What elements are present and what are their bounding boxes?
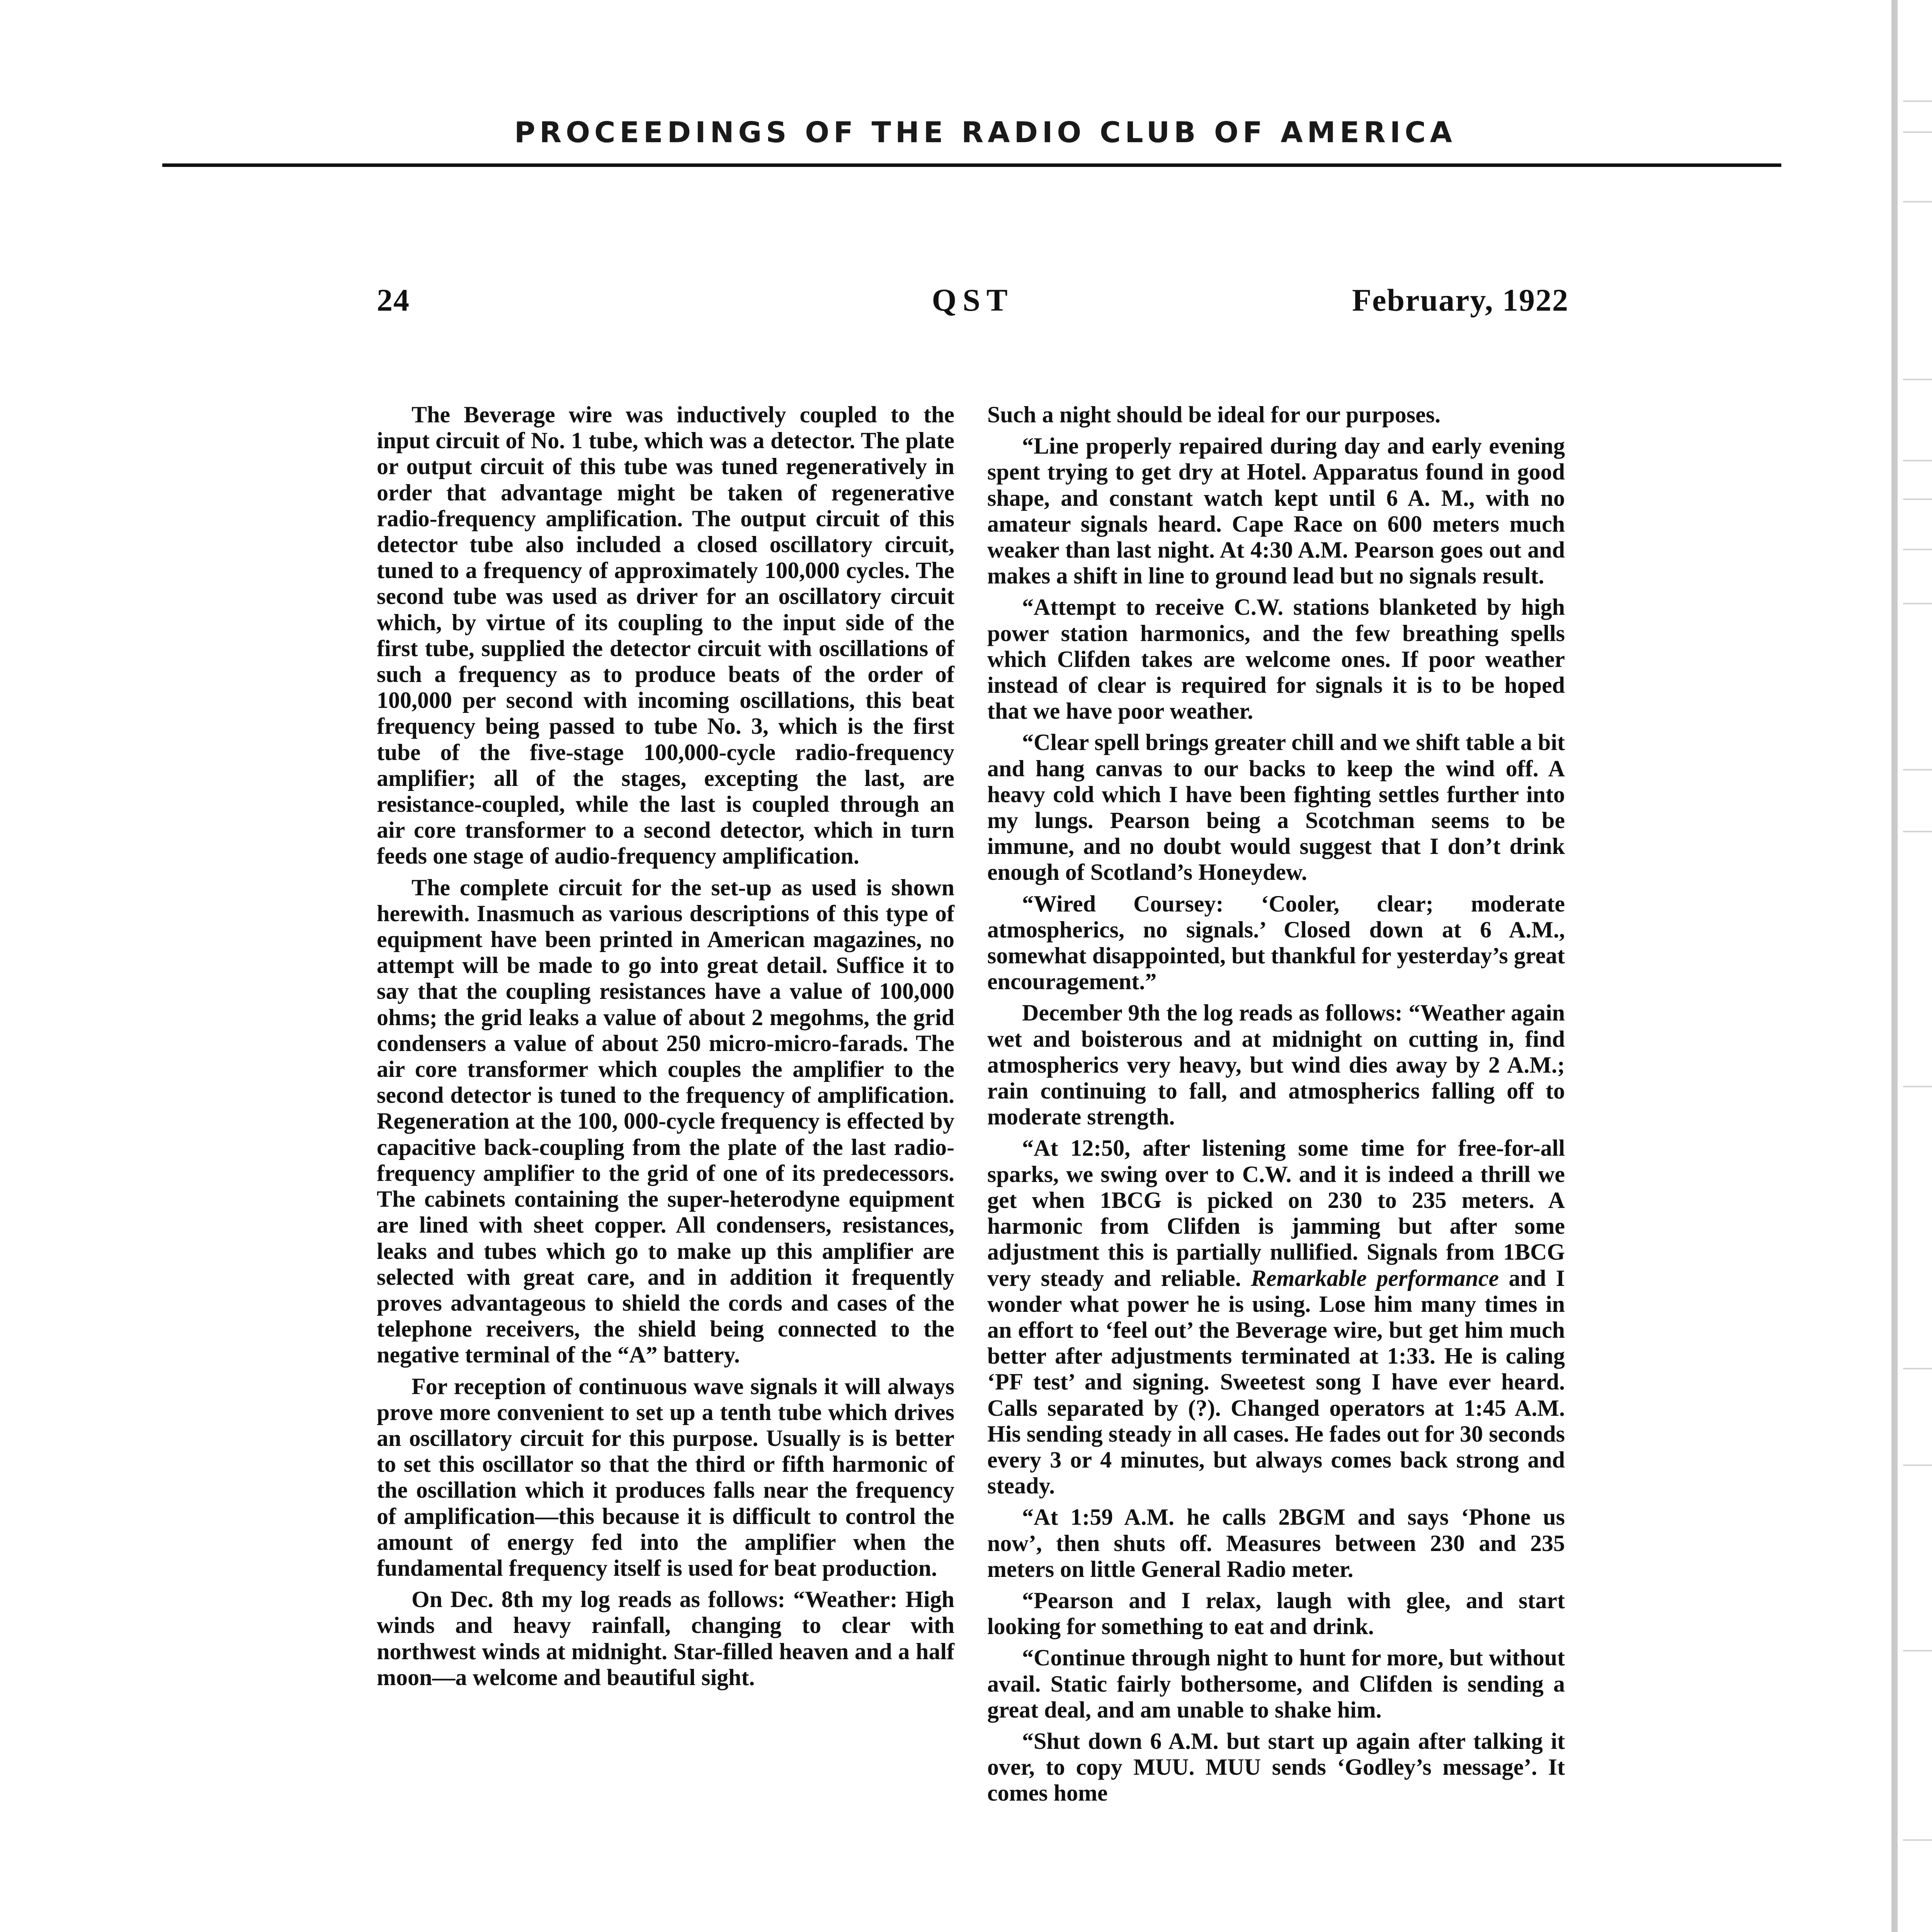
folio-line xyxy=(377,282,1569,321)
header-rule xyxy=(162,163,1781,167)
running-head: PROCEEDINGS OF THE RADIO CLUB OF AMERICA xyxy=(514,116,1456,149)
issue-date: February, 1922 xyxy=(1352,282,1569,318)
paragraph-wired-coursey: “Wired Coursey: ‘Cooler, clear; moderate atmospherics, no signals.’ Closed down at 6 A.M., somewhat disappointed, but thankful for yesterday’s great encouragement.” xyxy=(987,891,1565,995)
paragraph-continue-hunt: “Continue through night to hunt for more, but without avail. Static fairly bothersome, and Clifden is sending a great deal, and am unable to shake him. xyxy=(987,1645,1565,1723)
paragraph-cw-blanketed: “Attempt to receive C.W. stations blanketed by high power station harmonics, and the few breathing spells which Clifden takes are welcome ones. If poor weather instead of clear is required for signals it is to be hoped that we have poor weather. xyxy=(987,594,1565,724)
paragraph-relax: “Pearson and I relax, laugh with glee, and start looking for something to eat and drink. xyxy=(987,1587,1565,1639)
scan-margin-marks xyxy=(1903,0,1932,1932)
magazine-title: QST xyxy=(932,282,1014,318)
paragraph-complete-circuit: The complete circuit for the set-up as used is shown herewith. Inasmuch as various descriptions of this type of equipment have been printed in American magazines, no attempt will be made to go into great detail. Suffice it to say that the coupling resistances have a value of 100,000 ohms; the grid leaks a value of about 2 megohms, the grid condensers a value of about 250 micro-micro-farads. The air core transformer which couples the amplifier to the second detector is tuned to the frequency of amplification. Regeneration at the 100, 000-cycle frequency is effected by capacitive back-coupling from the plate of the last radio-frequency amplifier to the grid of one of its predecessors. The cabinets containing the super-heterodyne equipment are lined with sheet copper. All condensers, resistances, leaks and tubes which go to make up this amplifier are selected with great care, and in addition it frequently proves advantageous to shield the cords and cases of the telephone receivers, the shield being connected to the negative terminal of the “A” battery. xyxy=(377,874,954,1368)
scan-page-edge xyxy=(1891,0,1898,1932)
folio-page-number: 24 xyxy=(377,282,410,318)
paragraph-clear-spell: “Clear spell brings greater chill and we shift table a bit and hang canvas to our backs to keep the wind off. A heavy cold which I have been fighting settles further into my lungs. Pearson being a Scotchman seems to be immune, and no doubt would suggest that I don’t drink enough of Scotland’s Honeydew. xyxy=(987,730,1565,885)
paragraph-shut-down: “Shut down 6 A.M. but start up again after talking it over, to copy MUU. MUU sends ‘Godley’s message’. It comes home xyxy=(987,1728,1565,1806)
paragraph-1bcg-heard xyxy=(987,1135,1565,1499)
paragraph-line-repaired: “Line properly repaired during day and early evening spent trying to get dry at Hotel. Apparatus found in good shape, and constant watch kept until 6 A. M., with no amateur signals heard. Cape Race on 600 meters much weaker than last night. At 4:30 A.M. Pearson goes out and makes a shift in line to ground lead but no signals result. xyxy=(987,433,1565,589)
right-column xyxy=(987,402,1565,1812)
text-1bcg-after: and I wonder what power he is using. Lose him many times in an effort to ‘feel out’ the Beverage wire, but get him much better after adjustments terminated at 1:33. He is caling ‘PF test’ and signing. Sweetest song I have ever heard. Calls separated by (?). Changed operators at 1:45 A.M. His sending steady in all cases. He fades out for 30 seconds every 3 or 4 minutes, but always comes back strong and steady. xyxy=(987,1265,1565,1499)
left-column xyxy=(377,402,954,1696)
text-1bcg-before: “At 12:50, after listening some time for free-for-all sparks, we swing over to C.W. and it is indeed a thrill we get when 1BCG is picked on 230 to 235 meters. A harmonic from Clifden is jamming but after some adjustment this is partially nullified. Signals from 1BCG very steady and reliable. xyxy=(987,1135,1565,1291)
paragraph-beverage-wire: The Beverage wire was inductively coupled to the input circuit of No. 1 tube, which was a detector. The plate or output circuit of this tube was tuned regeneratively in order that advantage might be taken of regenerative radio-frequency amplification. The output circuit of this detector tube also included a closed oscillatory circuit, tuned to a frequency of approximately 100,000 cycles. The second tube was used as driver for an oscillatory circuit which, by virtue of its coupling to the input side of the first tube, supplied the detector circuit with oscillations of such a frequency as to produce beats of the order of 100,000 per second with incoming oscillations, this beat frequency being passed to tube No. 3, which is the first tube of the five-stage 100,000-cycle radio-frequency amplifier; all of the stages, excepting the last, are resistance-coupled, while the last is coupled through an air core transformer to a second detector, which in turn feeds one stage of audio-frequency amplification. xyxy=(377,402,954,869)
paragraph-dec-9-log: December 9th the log reads as follows: “Weather again wet and boisterous and at midnight on cutting in, find atmospherics very heavy, but wind dies away by 2 A.M.; rain continuing to fall, and atmospherics falling off to moderate strength. xyxy=(987,1000,1565,1130)
paragraph-dec-8-log: On Dec. 8th my log reads as follows: “Weather: High winds and heavy rainfall, changing to clear with northwest winds at midnight. Star-filled heaven and a half moon—a welcome and beautiful sight. xyxy=(377,1587,954,1690)
paragraph-2bgm-call: “At 1:59 A.M. he calls 2BGM and says ‘Phone us now’, then shuts off. Measures between 230 and 235 meters on little General Radio meter. xyxy=(987,1504,1565,1582)
text-remarkable-performance: Remarkable performance xyxy=(1251,1265,1499,1291)
paragraph-ideal-night: Such a night should be ideal for our purposes. xyxy=(987,402,1441,427)
paragraph-continuous-wave: For reception of continuous wave signals it will always prove more convenient to set up a tenth tube which drives an oscillatory circuit for this purpose. Usually is is better to set this oscillator so that the third or fifth harmonic of the oscillation which it produces falls near the frequency of amplification—this because it is difficult to control the amount of energy fed into the amplifier when the fundamental frequency itself is used for beat production. xyxy=(377,1373,954,1581)
